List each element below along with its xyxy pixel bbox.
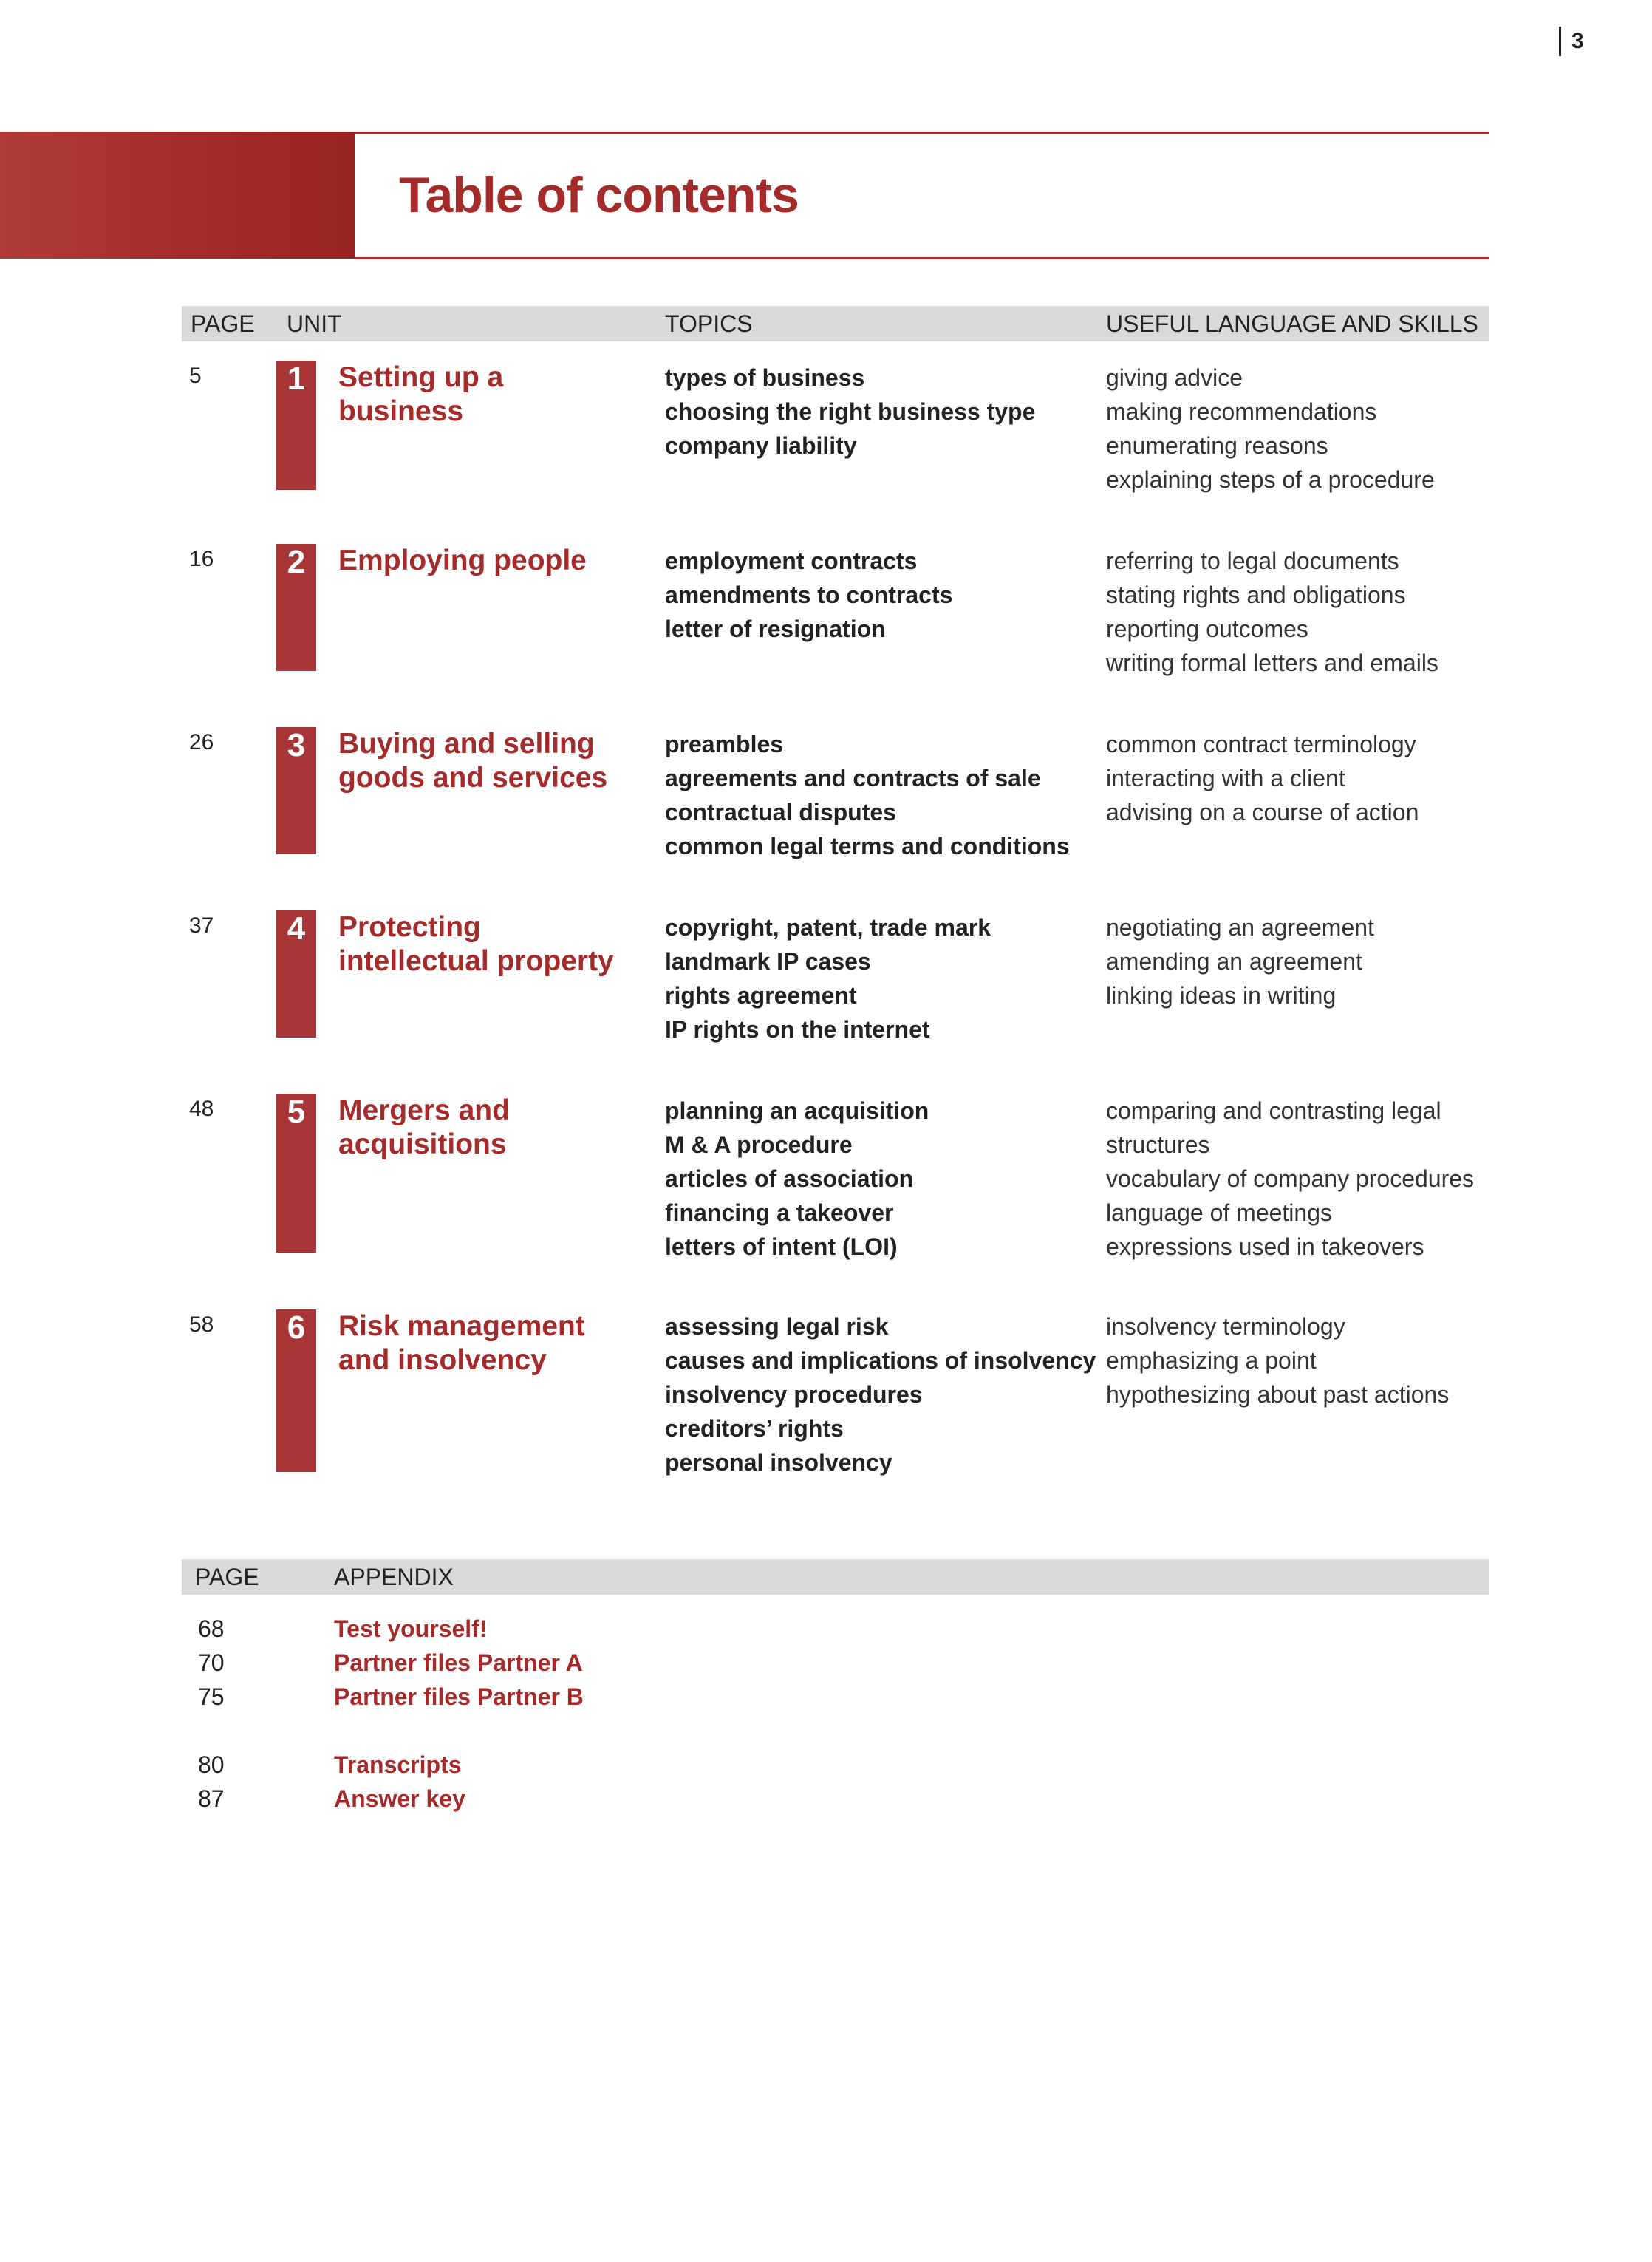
skill-item: interacting with a client bbox=[1106, 765, 1345, 791]
unit-skills bbox=[1106, 727, 1419, 829]
unit-topics bbox=[665, 1094, 929, 1264]
unit-title[interactable] bbox=[338, 727, 649, 795]
unit-topics bbox=[665, 544, 952, 646]
appendix-link[interactable]: Test yourself! bbox=[334, 1615, 488, 1642]
topic-item: rights agreement bbox=[665, 982, 857, 1009]
topic-item: insolvency procedures bbox=[665, 1381, 923, 1408]
unit-page-number: 26 bbox=[189, 730, 214, 754]
topic-item: company liability bbox=[665, 432, 857, 459]
appendix-link[interactable]: Transcripts bbox=[334, 1751, 462, 1778]
unit-title-line: intellectual property bbox=[338, 945, 614, 977]
topic-item: assessing legal risk bbox=[665, 1313, 889, 1340]
unit-badge bbox=[276, 1094, 316, 1253]
appendix-page-number: 80 bbox=[198, 1751, 225, 1778]
unit-topics bbox=[665, 910, 991, 1046]
unit-topics bbox=[665, 727, 1070, 863]
topic-item: letters of intent (LOI) bbox=[665, 1233, 898, 1260]
unit-skills bbox=[1106, 1094, 1474, 1264]
unit-badge bbox=[276, 1309, 316, 1472]
unit-badge bbox=[276, 727, 316, 854]
topic-item: causes and implications of insolvency bbox=[665, 1347, 1096, 1374]
header-topics: TOPICS bbox=[665, 310, 753, 337]
topic-item: IP rights on the internet bbox=[665, 1016, 930, 1043]
topic-item: agreements and contracts of sale bbox=[665, 765, 1041, 791]
unit-number: 3 bbox=[287, 727, 306, 763]
topic-item: employment contracts bbox=[665, 548, 918, 574]
unit-number: 2 bbox=[287, 544, 306, 580]
skill-item: explaining steps of a procedure bbox=[1106, 466, 1435, 493]
skill-item: negotiating an agreement bbox=[1106, 914, 1374, 941]
header-unit: UNIT bbox=[287, 310, 342, 337]
unit-title[interactable] bbox=[338, 361, 649, 429]
page-number: 3 bbox=[1559, 27, 1584, 56]
topic-item: amendments to contracts bbox=[665, 582, 953, 608]
skill-item: amending an agreement bbox=[1106, 948, 1362, 975]
unit-badge bbox=[276, 910, 316, 1038]
unit-page-number: 48 bbox=[189, 1097, 214, 1121]
unit-skills bbox=[1106, 361, 1435, 497]
unit-title-line: Employing people bbox=[338, 545, 587, 576]
appendix-link[interactable]: Partner files Partner A bbox=[334, 1649, 583, 1676]
unit-title[interactable] bbox=[338, 544, 649, 578]
topic-item: M & A procedure bbox=[665, 1131, 853, 1158]
page-title: Table of contents bbox=[399, 167, 799, 223]
unit-title-line: Buying and selling bbox=[338, 728, 595, 760]
unit-title-line: Protecting bbox=[338, 911, 481, 943]
appendix-header-page: PAGE bbox=[195, 1564, 259, 1590]
unit-number: 5 bbox=[287, 1094, 306, 1130]
title-banner bbox=[0, 132, 355, 259]
unit-title-line: acquisitions bbox=[338, 1128, 507, 1160]
topic-item: contractual disputes bbox=[665, 799, 896, 825]
appendix-header-bar bbox=[182, 1559, 1489, 1595]
topic-item: letter of resignation bbox=[665, 616, 886, 642]
skill-item: linking ideas in writing bbox=[1106, 982, 1337, 1009]
skill-item: comparing and contrasting legal bbox=[1106, 1097, 1441, 1124]
appendix-page-number: 87 bbox=[198, 1785, 225, 1812]
unit-title-line: Setting up a bbox=[338, 361, 504, 393]
unit-title-line: goods and services bbox=[338, 762, 608, 794]
contents-header-bar bbox=[182, 306, 1489, 341]
unit-title[interactable] bbox=[338, 1094, 649, 1162]
unit-number: 1 bbox=[287, 361, 306, 397]
unit-skills bbox=[1106, 1309, 1449, 1411]
header-page: PAGE bbox=[191, 310, 255, 337]
unit-badge bbox=[276, 361, 316, 490]
banner-rule-bottom bbox=[355, 257, 1489, 259]
unit-title-line: Mergers and bbox=[338, 1094, 510, 1126]
unit-page-number: 5 bbox=[189, 364, 202, 388]
unit-topics bbox=[665, 1309, 1096, 1479]
skill-item: insolvency terminology bbox=[1106, 1313, 1345, 1340]
unit-skills bbox=[1106, 910, 1374, 1012]
appendix-link[interactable]: Answer key bbox=[334, 1785, 465, 1812]
topic-item: creditors’ rights bbox=[665, 1415, 844, 1442]
skill-item: emphasizing a point bbox=[1106, 1347, 1317, 1374]
unit-title-line: and insolvency bbox=[338, 1344, 547, 1376]
unit-title[interactable] bbox=[338, 1309, 649, 1377]
unit-number: 4 bbox=[287, 910, 306, 947]
topic-item: types of business bbox=[665, 364, 865, 391]
topic-item: personal insolvency bbox=[665, 1449, 892, 1476]
skill-item: making recommendations bbox=[1106, 398, 1377, 425]
topic-item: copyright, patent, trade mark bbox=[665, 914, 991, 941]
unit-skills bbox=[1106, 544, 1438, 680]
unit-topics bbox=[665, 361, 1035, 463]
unit-badge bbox=[276, 544, 316, 671]
appendix-header-title: APPENDIX bbox=[334, 1564, 454, 1590]
skill-item: common contract terminology bbox=[1106, 731, 1416, 757]
unit-number: 6 bbox=[287, 1309, 306, 1346]
skill-item: structures bbox=[1106, 1131, 1210, 1158]
skill-item: hypothesizing about past actions bbox=[1106, 1381, 1450, 1408]
skill-item: advising on a course of action bbox=[1106, 799, 1419, 825]
topic-item: preambles bbox=[665, 731, 784, 757]
appendix-page-number: 68 bbox=[198, 1615, 225, 1642]
skill-item: referring to legal documents bbox=[1106, 548, 1399, 574]
topic-item: financing a takeover bbox=[665, 1199, 894, 1226]
unit-title-line: Risk management bbox=[338, 1310, 585, 1342]
skill-item: language of meetings bbox=[1106, 1199, 1332, 1226]
appendix-page-number: 70 bbox=[198, 1649, 225, 1676]
banner-rule-top bbox=[355, 132, 1489, 134]
skill-item: writing formal letters and emails bbox=[1106, 650, 1438, 676]
unit-page-number: 16 bbox=[189, 547, 214, 571]
unit-title-line: business bbox=[338, 395, 464, 427]
appendix-page-number: 75 bbox=[198, 1683, 225, 1710]
skill-item: giving advice bbox=[1106, 364, 1243, 391]
unit-title[interactable] bbox=[338, 910, 649, 978]
topic-item: articles of association bbox=[665, 1165, 914, 1192]
skill-item: stating rights and obligations bbox=[1106, 582, 1406, 608]
appendix-link[interactable]: Partner files Partner B bbox=[334, 1683, 584, 1710]
skill-item: reporting outcomes bbox=[1106, 616, 1308, 642]
unit-page-number: 37 bbox=[189, 913, 214, 938]
unit-page-number: 58 bbox=[189, 1312, 214, 1337]
skill-item: expressions used in takeovers bbox=[1106, 1233, 1424, 1260]
topic-item: common legal terms and conditions bbox=[665, 833, 1070, 859]
topic-item: planning an acquisition bbox=[665, 1097, 929, 1124]
skill-item: enumerating reasons bbox=[1106, 432, 1328, 459]
skill-item: vocabulary of company procedures bbox=[1106, 1165, 1475, 1192]
header-skills: USEFUL LANGUAGE AND SKILLS bbox=[1106, 310, 1478, 337]
topic-item: choosing the right business type bbox=[665, 398, 1036, 425]
topic-item: landmark IP cases bbox=[665, 948, 871, 975]
